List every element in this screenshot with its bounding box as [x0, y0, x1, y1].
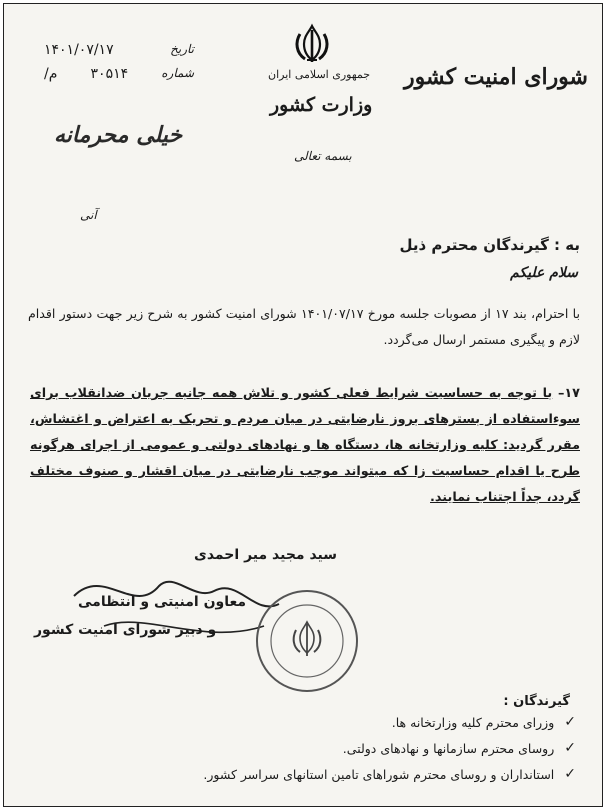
bismillah: بسمه تعالی	[294, 149, 352, 163]
checkmark-icon: ✓	[564, 714, 576, 730]
clause-number: ۱۷–	[557, 386, 580, 401]
letter-page	[3, 3, 603, 807]
number-value: ۳۰۵۱۴	[90, 66, 129, 82]
signatory-title-2: و دبیر شورای امنیت کشور	[34, 622, 217, 638]
recipient-heading: به : گیرندگان محترم ذیل	[399, 236, 580, 254]
list-item: ✓ وزرای محترم کلیه وزارتخانه ها.	[391, 714, 576, 730]
signatory-name: سید مجید میر احمدی	[194, 547, 338, 563]
list-item: ✓ استانداران و روسای محترم شوراهای تامین استانهای سراسر کشور.	[203, 766, 576, 782]
number-row	[44, 66, 194, 82]
ministry-name: وزارت کشور	[270, 94, 373, 116]
checkmark-icon: ✓	[564, 766, 576, 782]
clause-text: با توجه به حساسیت شرایط فعلی کشور و تلاش همه جانبه جریان ضدانقلاب برای سوءاستفاده از بسترهای بروز نارضایتی در میان مردم و تحریک به اعتراض و اغتشاش، مقرر گردید: کلیه وزارتخانه ها، دستگاه ها و نهادهای دولتی و عمومی از اجرای هرگونه طرح یا اقدام حساسیت زا که میتواند موجب نارضایتی در میان اقشار و صنوف مختلف گردد، جداً اجتناب نمایند.	[30, 386, 580, 505]
resolution-clause	[30, 381, 580, 511]
iran-emblem-icon	[290, 22, 334, 66]
classification-stamp: خیلی محرمانه	[54, 122, 183, 148]
intro-paragraph: با احترام، بند ۱۷ از مصوبات جلسه مورخ ۱۴۰۱/۰۷/۱۷ شورای امنیت کشور به شرح زیر جهت دستور اقدام لازم و پیگیری مستمر ارسال می‌گردد.	[28, 306, 580, 347]
council-title: شورای امنیت کشور	[404, 64, 588, 90]
list-item: ✓ روسای محترم سازمانها و نهادهای دولتی.	[342, 740, 576, 756]
greeting: سلام علیکم	[510, 265, 578, 281]
number-label: شماره	[161, 66, 194, 80]
date-row	[44, 42, 194, 58]
republic-caption: جمهوری اسلامی ایران	[268, 68, 371, 81]
signatory-title-1: معاون امنیتی و انتظامی	[78, 594, 247, 610]
official-seal-icon	[252, 586, 362, 696]
recipients-title: گیرندگان :	[503, 694, 570, 709]
checkmark-icon: ✓	[564, 740, 576, 756]
date-value: ۱۴۰۱/۰۷/۱۷	[44, 42, 114, 58]
number-prefix: م/	[44, 66, 58, 82]
urgency-mark: آنی	[80, 208, 97, 222]
date-label: تاریخ	[170, 42, 194, 56]
